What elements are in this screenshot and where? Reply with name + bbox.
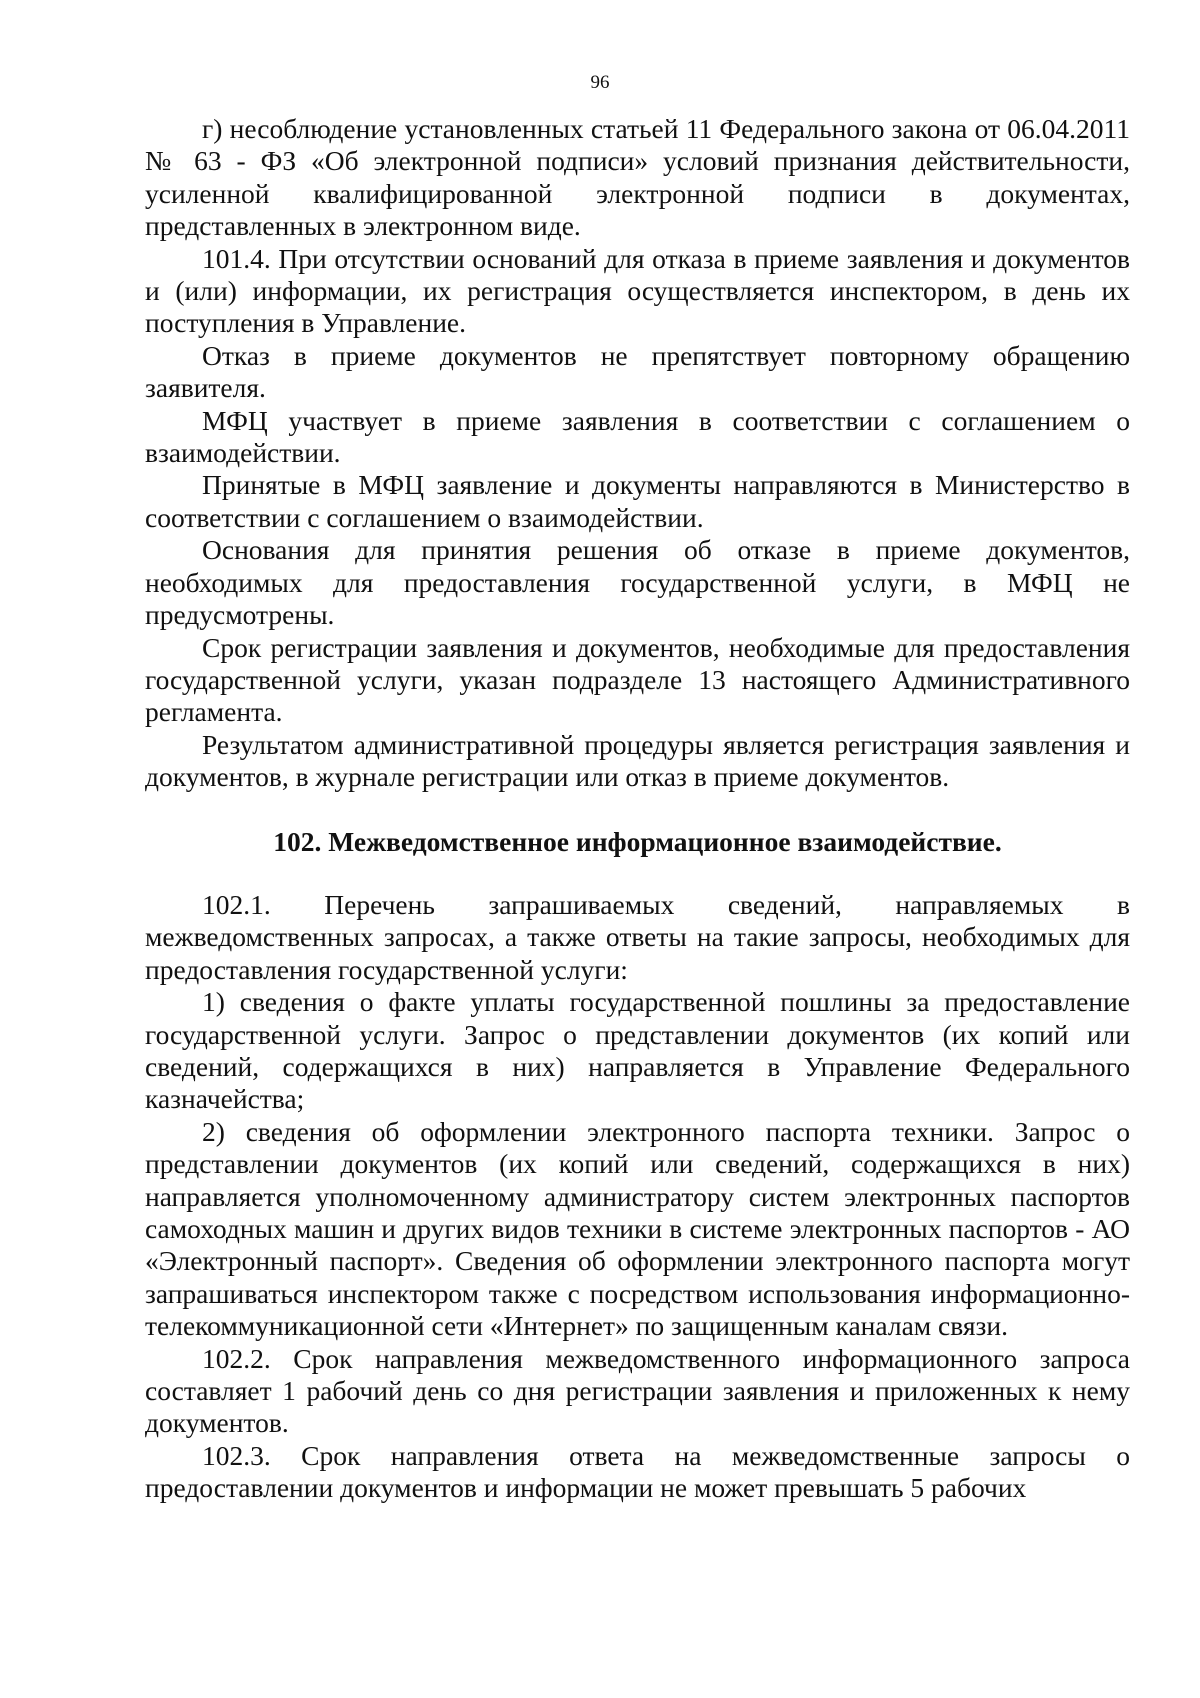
document-body bbox=[145, 113, 1130, 1505]
paragraph-mfc-participation: МФЦ участвует в приеме заявления в соответствии с соглашением о взаимодействии. bbox=[145, 404, 1130, 469]
paragraph-procedure-result: Результатом административной процедуры является регистрация заявления и документов, в журнале регистрации или отказ в приеме документов. bbox=[145, 728, 1130, 793]
paragraph-refusal-no-obstacle: Отказ в приеме документов не препятствует повторному обращению заявителя. bbox=[145, 339, 1130, 404]
paragraph-102-1: 102.1. Перечень запрашиваемых сведений, направляемых в межведомственных запросах, а также ответы на такие запросы, необходимых для предоставления государственной услуги: bbox=[145, 888, 1130, 985]
paragraph-102-3: 102.3. Срок направления ответа на межведомственные запросы о предоставлении документов и информации не может превышать 5 рабочих bbox=[145, 1439, 1130, 1504]
paragraph-registration-term: Срок регистрации заявления и документов, необходимые для предоставления государственной услуги, указан подразделе 13 настоящего Административного регламента. bbox=[145, 631, 1130, 728]
paragraph-102-1-item-2: 2) сведения об оформлении электронного паспорта техники. Запрос о представлении документов (их копий или сведений, содержащихся в них) направляется уполномоченному администратору систем электронных паспортов самоходных машин и других видов техники в системе электронных паспортов - АО «Электронный паспорт». Сведения об оформлении электронного паспорта могут запрашиваться инспектором также с посредством использования информационно-телекоммуникационной сети «Интернет» по защищенным каналам связи. bbox=[145, 1115, 1130, 1342]
paragraph-102-1-item-1: 1) сведения о факте уплаты государственной пошлины за предоставление государственной услуги. Запрос о представлении документов (их копий или сведений, содержащихся в них) направляется в Управление Федерального казначейства; bbox=[145, 986, 1130, 1115]
page-number: 96 bbox=[590, 72, 610, 93]
paragraph-101-3-g: г) несоблюдение установленных статьей 11 Федерального закона от 06.04.2011 № 63 - ФЗ «Об электронной подписи» условий признания действительности, усиленной квалифицированной электронной подписи в документах, представленных в электронном виде. bbox=[145, 113, 1130, 242]
paragraph-mfc-forwarding: Принятые в МФЦ заявление и документы направляются в Министерство в соответствии с соглашением о взаимодействии. bbox=[145, 469, 1130, 533]
paragraph-102-2: 102.2. Срок направления межведомственного информационного запроса составляет 1 рабочий день со дня регистрации заявления и приложенных к нему документов. bbox=[145, 1342, 1130, 1439]
paragraph-101-4: 101.4. При отсутствии оснований для отказа в приеме заявления и документов и (или) информации, их регистрация осуществляется инспектором, в день их поступления в Управление. bbox=[145, 242, 1130, 339]
paragraph-mfc-refusal-grounds: Основания для принятия решения об отказе в приеме документов, необходимых для предоставления государственной услуги, в МФЦ не предусмотрены. bbox=[145, 534, 1130, 631]
section-heading-102: 102. Межведомственное информационное взаимодействие. bbox=[273, 825, 1002, 857]
